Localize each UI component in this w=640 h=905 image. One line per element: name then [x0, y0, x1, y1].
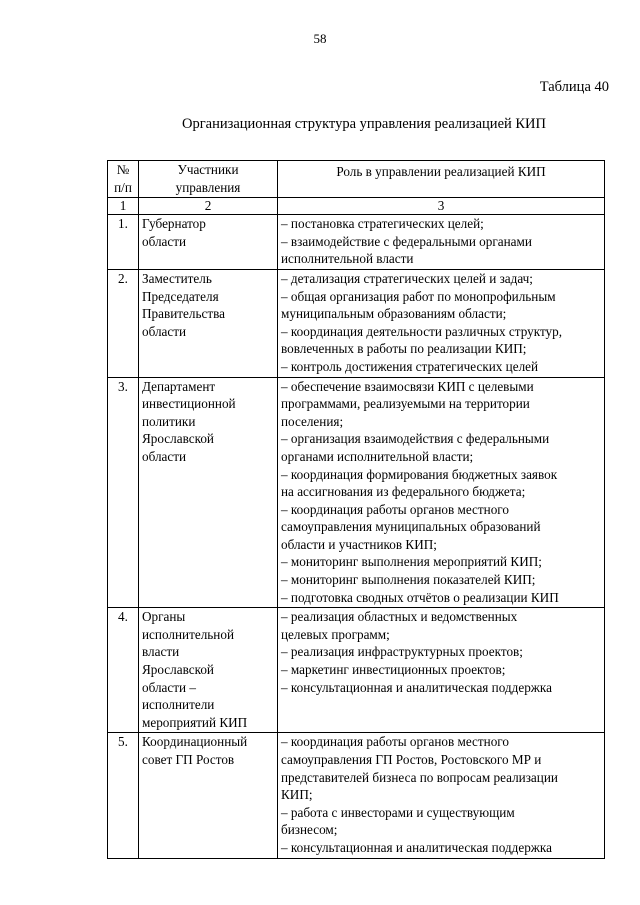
header-col-number-line: п/п: [114, 179, 132, 195]
participant-line: исполнительной: [142, 626, 235, 642]
role-line: представителей бизнеса по вопросам реализации: [281, 769, 558, 785]
role-line: – реализация областных и ведомственных: [281, 609, 518, 625]
participant-line: инвестиционной: [142, 396, 236, 412]
role-line: – координация формирования бюджетных заявок: [281, 466, 558, 482]
participant-cell: [139, 269, 278, 377]
participant-line: Ярославской: [142, 662, 214, 678]
role-line: – работа с инвесторами и существующим: [281, 804, 515, 820]
role-line: – постановка стратегических целей;: [281, 216, 484, 232]
role-line: – мониторинг выполнения показателей КИП;: [281, 572, 536, 588]
participant-cell: [139, 377, 278, 608]
row-number: 3.: [108, 377, 139, 608]
participant-line: Председателя: [142, 288, 219, 304]
table-row: [108, 608, 605, 733]
role-cell: [278, 269, 605, 377]
participant-line: Ярославской: [142, 431, 214, 447]
participant-line: Заместитель: [142, 270, 212, 286]
role-line: вовлеченных в работы по реализации КИП;: [281, 341, 527, 357]
role-line: – консультационная и аналитическая поддержка: [281, 679, 552, 695]
role-cell: [278, 733, 605, 858]
participant-line: Органы: [142, 609, 186, 625]
role-line: – координация работы органов местного: [281, 734, 509, 750]
participant-line: совет ГП Ростов: [142, 752, 235, 767]
structure-table: [107, 160, 605, 859]
participant-line: Департамент: [142, 378, 216, 394]
participant-cell: [139, 215, 278, 270]
table-header-row: [108, 161, 605, 198]
table-title: Организационная структура управления реализацией КИП: [182, 116, 547, 132]
role-line: – детализация стратегических целей и задач;: [281, 270, 533, 286]
role-line: муниципальным образованиям области;: [281, 306, 507, 322]
header-col-participants: [139, 161, 278, 198]
role-line: на ассигнования из федерального бюджета;: [281, 484, 526, 500]
role-line: – маркетинг инвестиционных проектов;: [281, 662, 506, 678]
row-number: 2.: [108, 269, 139, 377]
header-col-participants-line: Участники: [177, 162, 239, 177]
role-line: – организация взаимодействия с федеральными: [281, 431, 550, 447]
participant-line: Координационный: [142, 734, 248, 750]
header-col-number-line: №: [116, 162, 130, 177]
role-line: самоуправления муниципальных образований: [281, 519, 541, 535]
participant-line: политики: [142, 413, 196, 429]
role-line: органами исполнительной власти;: [281, 448, 474, 464]
column-number-row: [108, 198, 605, 215]
table-row: [108, 215, 605, 270]
role-cell: [278, 377, 605, 608]
header-col-participants-line: управления: [175, 179, 241, 195]
role-line: – подготовка сводных отчётов о реализации КИП: [281, 589, 559, 605]
role-cell: [278, 215, 605, 270]
participant-cell: [139, 608, 278, 733]
participant-line: Правительства: [142, 306, 225, 322]
row-number: 1.: [108, 215, 139, 270]
table-row: [108, 269, 605, 377]
participant-line: области: [142, 233, 187, 249]
role-line: – координация работы органов местного: [281, 501, 509, 517]
participant-line: Губернатор: [142, 216, 206, 232]
page-number: 58: [313, 31, 327, 46]
column-number: 1: [108, 198, 139, 215]
role-line: – реализация инфраструктурных проектов;: [281, 644, 523, 660]
participant-line: мероприятий КИП: [142, 714, 248, 730]
role-line: исполнительной власти: [281, 251, 414, 267]
role-line: – мониторинг выполнения мероприятий КИП;: [281, 554, 542, 570]
role-line: поселения;: [281, 413, 344, 429]
role-line: – консультационная и аналитическая поддержка: [281, 839, 552, 855]
row-number: 4.: [108, 608, 139, 733]
table-row: [108, 733, 605, 858]
header-col-number: [108, 161, 139, 198]
table-label: Таблица 40: [539, 79, 609, 95]
participant-line: области: [142, 323, 187, 339]
role-line: – координация деятельности различных структур,: [281, 323, 563, 339]
role-line: области и участников КИП;: [281, 536, 437, 552]
role-line: КИП;: [281, 787, 313, 803]
header-col-role: Роль в управлении реализацией КИП: [278, 161, 605, 198]
row-number: 5.: [108, 733, 139, 858]
role-line: – общая организация работ по монопрофильным: [281, 288, 556, 304]
role-line: самоуправления ГП Ростов, Ростовского МР и: [281, 752, 542, 767]
participant-line: власти: [142, 644, 180, 660]
participant-cell: [139, 733, 278, 858]
role-line: – взаимодействие с федеральными органами: [281, 233, 532, 249]
role-line: целевых программ;: [281, 626, 390, 642]
role-line: – контроль достижения стратегических целей: [281, 358, 539, 374]
column-number: 3: [278, 198, 605, 215]
participant-line: области –: [142, 679, 196, 695]
role-cell: [278, 608, 605, 733]
participant-line: исполнители: [142, 697, 215, 713]
participant-line: области: [142, 448, 187, 464]
role-line: бизнесом;: [281, 822, 338, 838]
column-number: 2: [139, 198, 278, 215]
role-line: – обеспечение взаимосвязи КИП с целевыми: [281, 378, 534, 394]
table-row: [108, 377, 605, 608]
role-line: программами, реализуемыми на территории: [281, 396, 530, 412]
